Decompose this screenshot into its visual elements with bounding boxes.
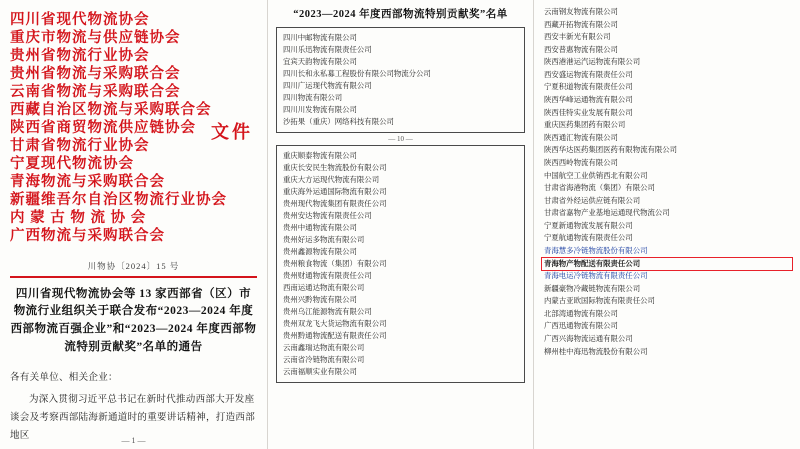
list-item: 重庆医药集团药有限公司 [544,120,626,130]
list-item: 青海电运冷链物流有限责任公司 [544,271,648,281]
list-item: 北部湾通物流有限公司 [544,308,618,318]
letterhead-line: 云南省物流与采购联合会 [10,83,181,100]
list-item: 陕西佳特实业发展有限公司 [544,107,633,117]
list-item: 甘肃省海港物流（集团）有限公司 [544,183,655,193]
page-number: — 1 — [121,436,146,445]
list-item: 宁夏航通物流有限责任公司 [544,233,633,243]
list-item: 贵州黔通物流配送有限责任公司 [283,330,387,340]
page-number: — 10 — [388,134,413,143]
list-item: 广西迅通物流有限公司 [544,321,618,331]
list-item: 宜宾天韵物流有限公司 [283,56,357,66]
list-item: 四川物流有限公司 [283,92,343,102]
list-item: 西安盛运物流有限责任公司 [544,69,633,79]
highlighted-list-item: 青海物产物配送有限责任公司 [542,258,792,271]
list-item: 陕西华达医药集团医药有限物流有限公司 [544,145,678,155]
list-item: 重庆海外运通国际物流有限公司 [283,186,387,196]
list-item: 西安丰新光有限公司 [544,32,611,42]
list-item: 甘肃省嘉物产业基地运通现代物流公司 [544,208,670,218]
list-item: 陕西通汇物流有限公司 [544,132,618,142]
list-item: 贵州乌江能源物流有限公司 [283,306,372,316]
list-item: 陕西华峰运通物流有限公司 [544,95,633,105]
list-item: 云南省冷链物流有限公司 [283,354,365,364]
list-item: 贵州中通物流有限公司 [283,222,357,232]
body-paragraph: 为深入贯彻习近平总书记在新时代推动西部大开发座谈会及考察西部陆海新通道时的重要讲话精神，打造西部地区 [10,394,256,441]
body-paragraph: 各有关单位、相关企业： [10,372,118,383]
letterhead-line: 新疆维吾尔自治区物流行业协会 [10,191,227,208]
list-item: 重庆大方运现代物流有限公司 [283,174,380,184]
document-body [10,369,257,445]
list-item: 贵州粮食物流（集团）有限公司 [283,258,387,268]
letterhead-line: 西藏自治区物流与采购联合会 [10,101,212,118]
document-middle-page [268,0,534,449]
list-item: 云南福顺实业有限公司 [283,366,357,376]
list-item: 贵州安达物流有限责任公司 [283,210,372,220]
company-list-box-bottom [276,145,525,383]
list-item: 四川广运现代物流有限公司 [283,80,372,90]
letterhead-line: 四川省现代物流协会 [10,12,150,28]
list-item: 贵州财通物流有限责任公司 [283,270,372,280]
list-item: 西安普惠物流有限公司 [544,44,618,54]
list-item: 贵州鑫源物流有限公司 [283,246,357,256]
document-stamp-word: 文件 [211,122,253,142]
list-item: 贵州双龙飞大货运物流有限公司 [283,318,387,328]
letterhead-line: 甘肃省物流行业协会 [10,137,150,154]
list-item: 柳州桂中海迅物流股份有限公司 [544,346,648,356]
page-title: 四川省现代物流协会等 13 家西部省（区）市物流行业组织关于联合发布“2023—2024 年度西部物流百强企业”和“2023—2024 年度西部物流特别贡献奖”名单的通告 [10,287,257,354]
list-item: 重庆顺泰物流有限公司 [283,150,357,160]
list-item: 贵州兴黔物流有限公司 [283,294,357,304]
list-item: 四川川发物流有限公司 [283,104,357,114]
letterhead-line: 广西物流与采购联合会 [10,227,165,244]
company-list-right [542,6,792,358]
document-number: 川物协〔2024〕15 号 [87,260,180,271]
letterhead-line: 重庆市物流与供应链协会 [10,29,181,46]
list-item: 贵州现代物流集团有限责任公司 [283,198,387,208]
list-item: 四川乐迅物流有限责任公司 [283,44,372,54]
list-item: 宁夏积道物流有限责任公司 [544,82,633,92]
letterhead-line: 贵州省物流行业协会 [10,47,150,64]
list-item: 四川长和永私募工程股份有限公司物流分公司 [283,68,431,78]
list-item: 广西兴海物流运通有限公司 [544,334,633,344]
list-item: 中国航空工业供销西北有限公司 [544,170,648,180]
document-left-page [0,0,268,449]
letterhead-line: 陕西省商贸物流供应链协会 [10,119,196,136]
letterhead-line: 内 蒙 古 物 流 协 会 [10,209,147,226]
list-item: 四川中邮物流有限公司 [283,33,357,42]
document-right-page [534,0,800,449]
list-item: 陕西港港运汽运物流有限公司 [544,57,641,67]
list-item: 新疆豪物冷藏链物流有限公司 [544,283,641,293]
award-list-title: “2023—2024 年度西部物流特别贡献奖”名单 [293,9,508,20]
list-item: 贵州好运多物流有限公司 [283,234,365,244]
company-list-box-top [276,27,525,133]
list-item: 甘肃省外经运供应链有限公司 [544,195,641,205]
letterhead-line: 青海物流与采购联合会 [10,173,165,190]
list-item: 重庆长安民生物流股份有限公司 [283,162,387,172]
list-item: 内蒙古亚欧国际物流有限责任公司 [544,296,655,306]
letterhead-line: 宁夏现代物流协会 [10,155,134,172]
list-item: 云南钢友物流有限公司 [544,7,618,16]
red-divider-line [10,276,257,278]
list-item: 沙拓果（重庆）网络科技有限公司 [283,116,394,126]
list-item: 西南运通达物流有限公司 [283,282,365,292]
list-item: 云南鑫瑞达物流有限公司 [283,342,365,352]
letterhead-line: 贵州省物流与采购联合会 [10,65,181,82]
list-item: 陕西西岭物流有限公司 [544,157,618,167]
list-item: 宁夏新通物流发展有限公司 [544,220,633,230]
list-item: 青海慧多冷链物流股份有限公司 [544,245,648,255]
list-item: 西藏开拓物流有限公司 [544,19,618,29]
